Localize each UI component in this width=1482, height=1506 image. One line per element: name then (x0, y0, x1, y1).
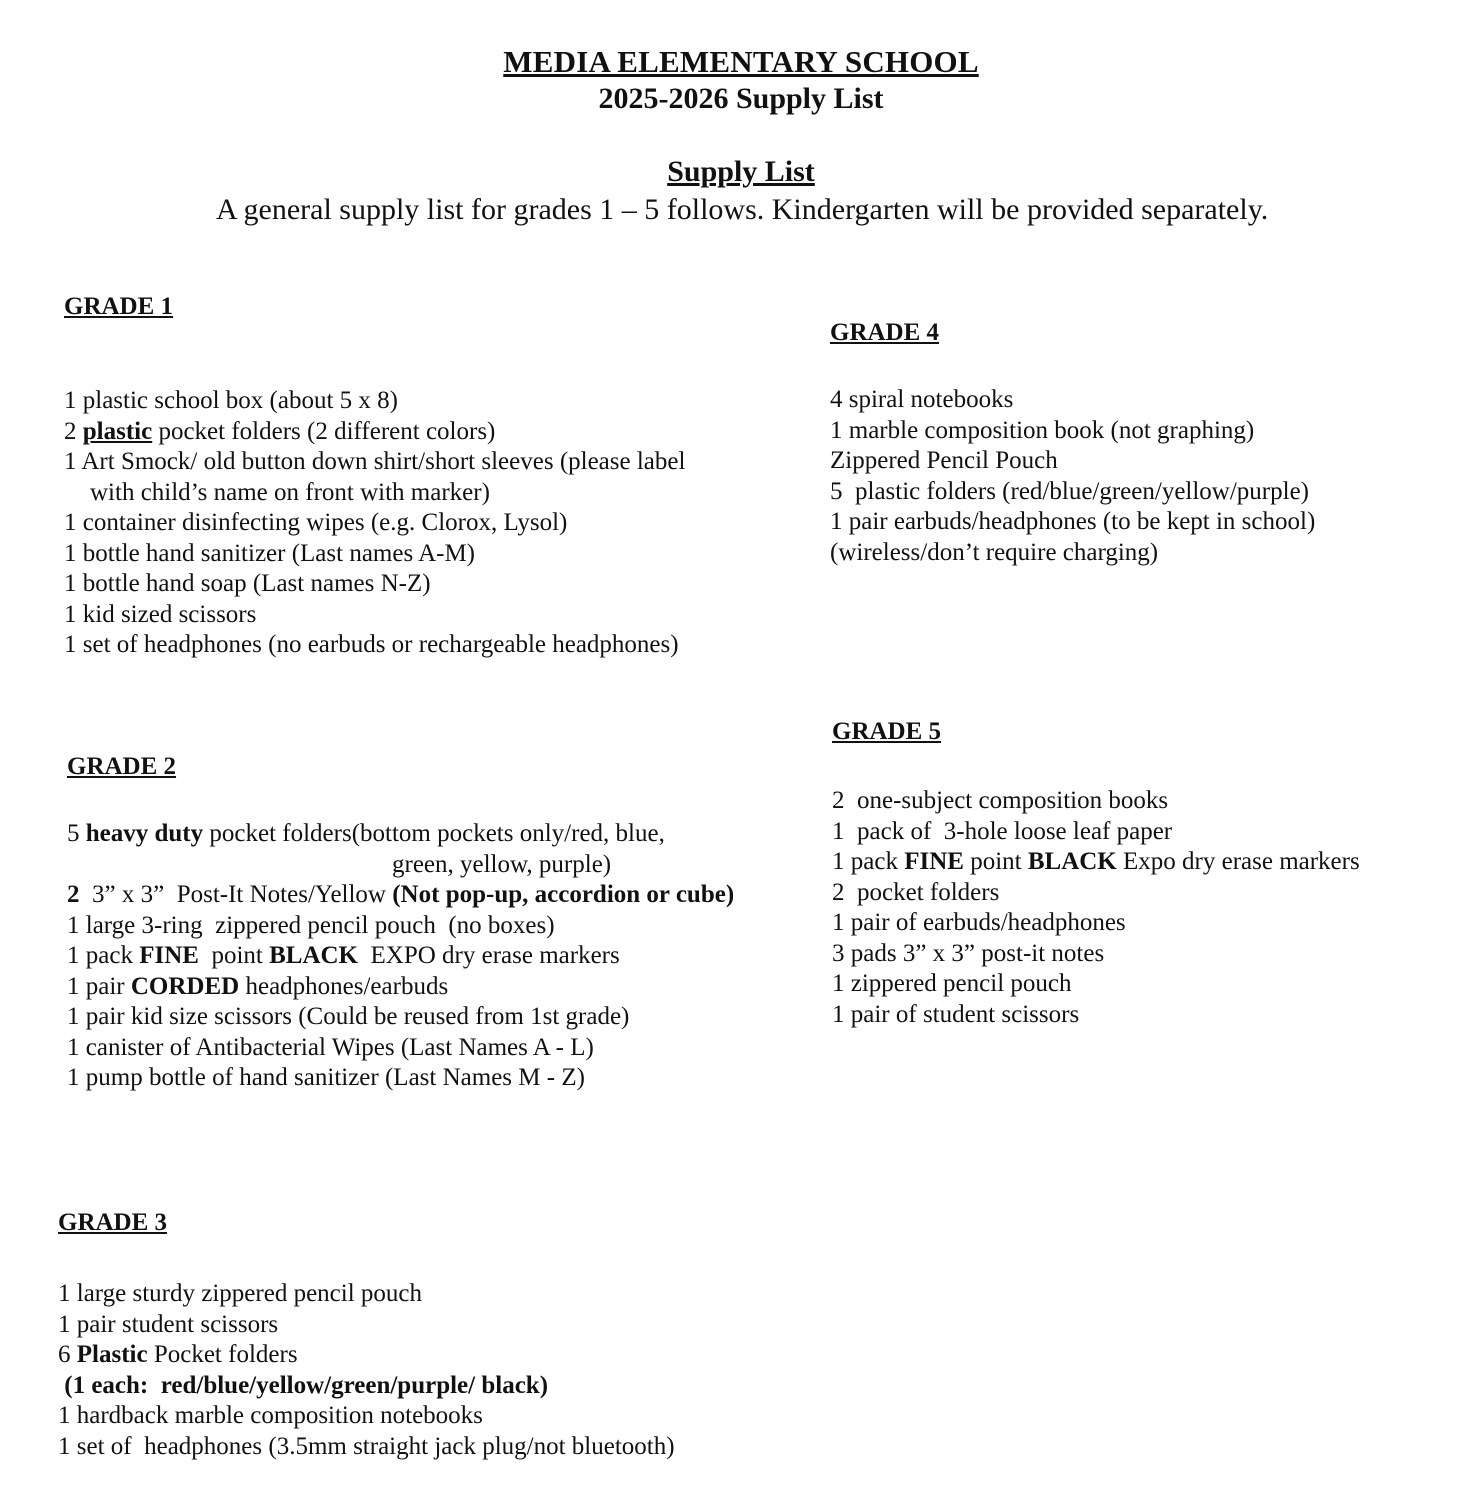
list-item: 2 one-subject composition books (832, 787, 1169, 814)
grade-5-list (832, 786, 1360, 1030)
intro-text: A general supply list for grades 1 – 5 follows. Kindergarten will be provided separately. (216, 193, 1269, 226)
grade-3-list (58, 1279, 675, 1462)
list-item: 1 zippered pencil pouch (832, 970, 1072, 997)
grade-4-list (830, 385, 1315, 568)
list-item: 1 set of headphones (no earbuds or rechargeable headphones) (64, 631, 679, 658)
grade-2-heading: GRADE 2 (67, 753, 177, 780)
grade-3-heading: GRADE 3 (58, 1209, 168, 1236)
list-item: 1 pair of student scissors (832, 1000, 1080, 1028)
list-item: 6 Plastic Pocket folders (58, 1341, 298, 1368)
grade-3-section (58, 1209, 675, 1462)
list-item: 1 canister of Antibacterial Wipes (Last Names A - L) (67, 1033, 594, 1061)
list-item: 1 pack of 3-hole loose leaf paper (832, 817, 1173, 845)
grade-1-section (64, 293, 685, 661)
grade-1-heading: GRADE 1 (64, 293, 174, 320)
list-item: with child’s name on front with marker) (90, 478, 490, 506)
list-item: green, yellow, purple) (392, 850, 612, 878)
list-item: 1 large sturdy zippered pencil pouch (58, 1280, 423, 1307)
list-item: 1 pair student scissors (58, 1310, 279, 1338)
school-name: MEDIA ELEMENTARY SCHOOL (503, 44, 979, 79)
list-item: 1 Art Smock/ old button down shirt/short sleeves (please label (64, 448, 686, 475)
list-item: 2 3” x 3” Post-It Notes/Yellow (Not pop-up, accordion or cube) (67, 881, 735, 908)
list-item: 3 pads 3” x 3” post-it notes (832, 939, 1105, 967)
grade-2-list (67, 819, 734, 1094)
grade-5-section (832, 718, 1360, 1030)
list-item: Zippered Pencil Pouch (830, 447, 1058, 474)
list-item: 1 large 3-ring zippered pencil pouch (no boxes) (67, 911, 555, 939)
list-item: (1 each: red/blue/yellow/green/purple/ black) (58, 1371, 549, 1399)
grade-2-section (67, 753, 734, 1094)
list-item: 2 plastic pocket folders (2 different colors) (64, 417, 496, 445)
list-item: 1 pack FINE point BLACK Expo dry erase markers (832, 848, 1360, 875)
list-item: 1 pack FINE point BLACK EXPO dry erase markers (67, 942, 620, 969)
list-item: 2 pocket folders (832, 878, 1000, 906)
list-item: (wireless/don’t require charging) (830, 538, 1159, 566)
grade-4-section (830, 319, 1315, 568)
list-item: 1 plastic school box (about 5 x 8) (64, 387, 398, 414)
list-item: 1 pair kid size scissors (Could be reused from 1st grade) (67, 1003, 630, 1030)
list-item: 1 pump bottle of hand sanitizer (Last Names M - Z) (67, 1064, 585, 1091)
supply-list-heading: Supply List (667, 155, 815, 188)
list-item: 1 pair of earbuds/headphones (832, 909, 1126, 936)
list-item: 5 plastic folders (red/blue/green/yellow/purple) (830, 477, 1310, 505)
list-item: 1 marble composition book (not graphing) (830, 416, 1255, 444)
list-item: 1 bottle hand soap (Last names N-Z) (64, 570, 431, 597)
grade-4-heading: GRADE 4 (830, 319, 940, 346)
list-item: 1 pair CORDED headphones/earbuds (67, 972, 449, 1000)
list-item: 1 pair earbuds/headphones (to be kept in school) (830, 508, 1316, 535)
list-item: 1 hardback marble composition notebooks (58, 1402, 483, 1429)
list-item: 5 heavy duty pocket folders(bottom pockets only/red, blue, (67, 820, 665, 847)
list-item: 1 container disinfecting wipes (e.g. Clorox, Lysol) (64, 509, 568, 536)
year-title: 2025-2026 Supply List (598, 82, 884, 115)
list-item: 1 kid sized scissors (64, 600, 257, 628)
list-item: 1 set of headphones (3.5mm straight jack plug/not bluetooth) (58, 1432, 675, 1460)
list-item: 1 bottle hand sanitizer (Last names A-M) (64, 539, 475, 567)
list-item: 4 spiral notebooks (830, 386, 1014, 413)
grade-1-list (64, 386, 685, 661)
grade-5-heading: GRADE 5 (832, 718, 942, 745)
